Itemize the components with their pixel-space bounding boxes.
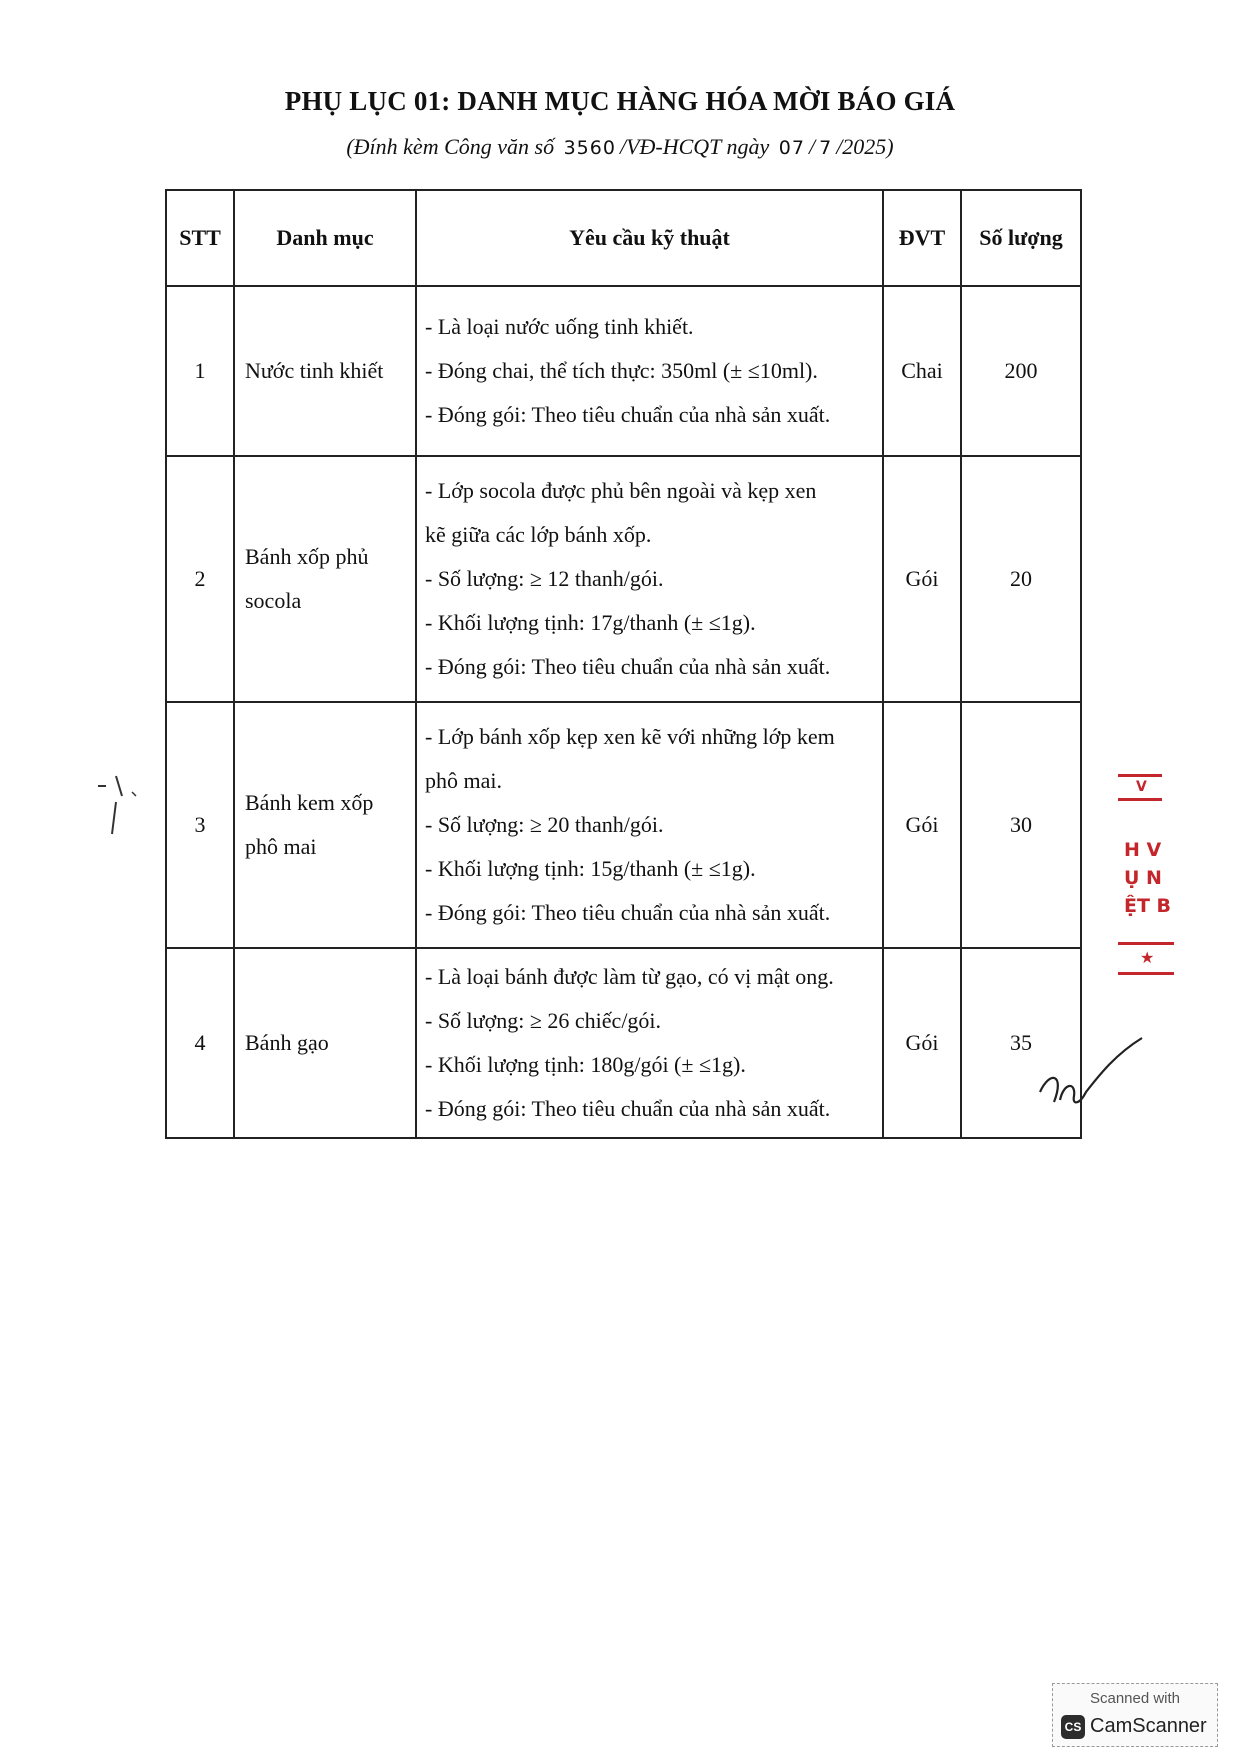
row-requirements <box>416 286 883 456</box>
row-unit: Chai <box>883 286 961 456</box>
row-stt: 3 <box>166 702 234 948</box>
table-header-row <box>166 190 1081 286</box>
document-title: PHỤ LỤC 01: DANH MỤC HÀNG HÓA MỜI BÁO GIÁ <box>284 86 956 116</box>
subtitle-middle: /VĐ-HCQT ngày <box>619 134 770 159</box>
row-category <box>234 948 416 1138</box>
category-line: Bánh gạo <box>245 1030 329 1055</box>
handwritten-month: 7 <box>819 137 833 159</box>
row-category <box>234 286 416 456</box>
subtitle-prefix: (Đính kèm Công văn số <box>346 134 555 159</box>
row-quantity: 35 <box>961 948 1081 1138</box>
requirement-line: - Là loại bánh được làm từ gạo, có vị mật ong. <box>425 964 834 989</box>
requirement-line: - Số lượng: ≥ 12 thanh/gói. <box>425 566 664 591</box>
requirement-line: kẽ giữa các lớp bánh xốp. <box>425 522 652 547</box>
requirement-line: - Lớp socola được phủ bên ngoài và kẹp xen <box>425 478 817 503</box>
stamp-text: ỆT B <box>1124 895 1172 917</box>
requirement-line: - Khối lượng tịnh: 17g/thanh (± ≤1g). <box>425 610 756 635</box>
category-line: Bánh kem xốp <box>245 790 374 815</box>
handwritten-doc-number: 3560 <box>563 137 616 159</box>
requirement-line: - Số lượng: ≥ 20 thanh/gói. <box>425 812 664 837</box>
row-requirements <box>416 948 883 1138</box>
table-row <box>166 702 1081 948</box>
header-stt: STT <box>166 190 234 286</box>
category-line: socola <box>245 588 302 613</box>
stamp-text: Ụ N <box>1124 867 1162 889</box>
document-subtitle <box>0 134 1240 160</box>
row-requirements <box>416 456 883 702</box>
row-quantity: 20 <box>961 456 1081 702</box>
requirement-line: - Đóng gói: Theo tiêu chuẩn của nhà sản xuất. <box>425 900 831 925</box>
requirement-line: phô mai. <box>425 768 502 793</box>
goods-table <box>165 189 1082 1139</box>
subtitle-suffix: /2025) <box>836 134 894 159</box>
row-requirements <box>416 702 883 948</box>
row-category <box>234 456 416 702</box>
row-stt: 2 <box>166 456 234 702</box>
row-category <box>234 702 416 948</box>
header-quantity: Số lượng <box>961 190 1081 286</box>
header-category: Danh mục <box>234 190 416 286</box>
requirement-line: - Đóng gói: Theo tiêu chuẩn của nhà sản xuất. <box>425 654 831 679</box>
row-stt: 1 <box>166 286 234 456</box>
badge-caption: Scanned with <box>1089 1690 1181 1707</box>
stamp-rule <box>1118 798 1162 801</box>
header-requirements: Yêu cầu kỹ thuật <box>416 190 883 286</box>
handwritten-day: 07 <box>778 137 805 159</box>
stamp-rule <box>1118 774 1162 777</box>
row-quantity: 30 <box>961 702 1081 948</box>
table-row <box>166 456 1081 702</box>
camscanner-logo-icon: CS <box>1061 1715 1085 1739</box>
requirement-line: - Số lượng: ≥ 26 chiếc/gói. <box>425 1008 662 1033</box>
requirement-line: - Là loại nước uống tinh khiết. <box>425 314 694 339</box>
requirement-line: - Lớp bánh xốp kẹp xen kẽ với những lớp kem <box>425 724 835 749</box>
row-unit: Gói <box>883 456 961 702</box>
pen-mark-icon <box>92 772 152 842</box>
stamp-rule <box>1118 972 1174 975</box>
requirement-line: - Khối lượng tịnh: 15g/thanh (± ≤1g). <box>425 856 756 881</box>
requirement-line: - Đóng gói: Theo tiêu chuẩn của nhà sản xuất. <box>425 402 831 427</box>
requirement-line: - Đóng chai, thể tích thực: 350ml (± ≤10ml). <box>425 358 818 383</box>
category-line: Nước tinh khiết <box>245 358 384 383</box>
category-line: phô mai <box>245 834 317 859</box>
stamp-text: V <box>1136 779 1147 795</box>
requirement-line: - Khối lượng tịnh: 180g/gói (± ≤1g). <box>425 1052 746 1077</box>
row-unit: Gói <box>883 702 961 948</box>
signature-icon <box>1030 1030 1150 1120</box>
row-unit: Gói <box>883 948 961 1138</box>
red-seal-stamp <box>1118 762 1174 982</box>
stamp-star: ★ <box>1140 948 1155 967</box>
table-row <box>166 286 1081 456</box>
badge-brand: CamScanner <box>1090 1715 1207 1737</box>
row-stt: 4 <box>166 948 234 1138</box>
requirement-line: - Đóng gói: Theo tiêu chuẩn của nhà sản xuất. <box>425 1096 831 1121</box>
row-quantity: 200 <box>961 286 1081 456</box>
header-unit: ĐVT <box>883 190 961 286</box>
category-line: Bánh xốp phủ <box>245 544 369 569</box>
camscanner-badge <box>1052 1683 1218 1747</box>
table-row <box>166 948 1081 1138</box>
subtitle-sep: / <box>808 134 816 159</box>
stamp-text: H V <box>1124 839 1162 861</box>
